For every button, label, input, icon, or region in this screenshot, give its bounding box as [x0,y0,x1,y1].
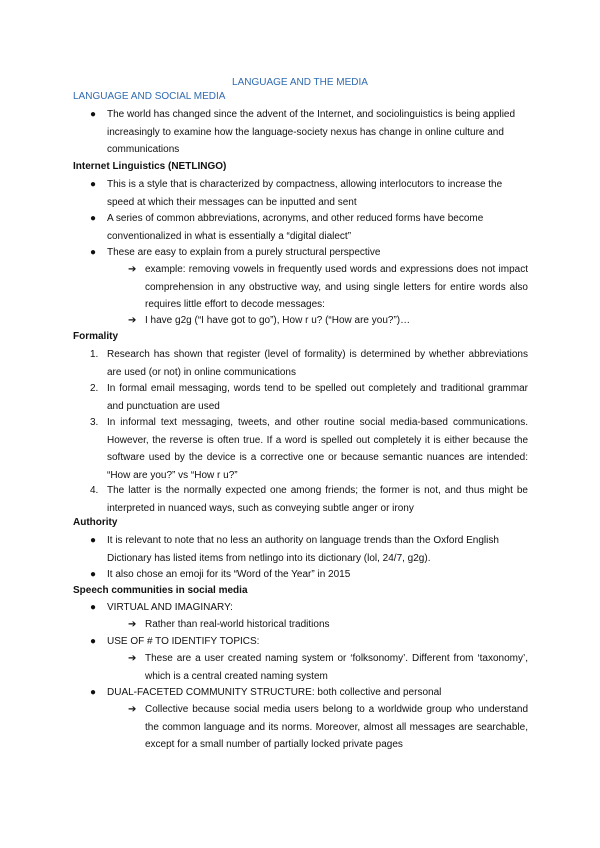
formality-item-2: In formal email messaging, words tend to be spelled out completely and traditional grammar and punctuation are used [107,383,528,412]
speech-bullet-1: VIRTUAL AND IMAGINARY: [107,602,233,613]
list-number: 3. [90,417,99,428]
netlingo-bullet-1: This is a style that is characterized by compactness, allowing interlocutors to increase the speed at which their messages can be inputted and sent [107,179,503,208]
authority-bullet-2: It also chose an emoji for its “Word of the Year” in 2015 [107,569,351,580]
netlingo-heading: Internet Linguistics (NETLINGO) [73,161,227,172]
netlingo-sub-2: I have g2g (“I have got to go”), How r u? (“How are you?”)… [145,315,411,326]
bullet-icon: ● [90,179,97,190]
bullet-icon: ● [90,569,97,580]
arrow-icon: ➔ [128,619,137,630]
arrow-icon: ➔ [128,653,137,664]
bullet-icon: ● [90,109,97,120]
speech-bullet-2: USE OF # TO IDENTIFY TOPICS: [107,636,260,647]
bullet-icon: ● [90,247,97,258]
formality-item-4: The latter is the normally expected one among friends; the former is not, and thus might be interpreted in nuanced ways, such as conveying subtle anger or irony [107,485,528,514]
speech-heading: Speech communities in social media [73,585,248,596]
list-number: 2. [90,383,99,394]
speech-sub-3: Collective because social media users belong to a worldwide group who understand the common language and its norms. Moreover, almost all messages are searchable, except for a small number of partially locked private pages [145,704,528,751]
bullet-icon: ● [90,535,97,546]
page-title: LANGUAGE AND THE MEDIA [232,77,368,88]
list-number: 1. [90,349,99,360]
bullet-icon: ● [90,687,97,698]
section-subtitle: LANGUAGE AND SOCIAL MEDIA [73,91,226,102]
authority-bullet-1: It is relevant to note that no less an authority on language trends than the Oxford English Dictionary has listed items from netlingo into its dictionary (lol, 24/7, g2g). [107,535,499,564]
arrow-icon: ➔ [128,315,137,326]
netlingo-bullet-2: A series of common abbreviations, acronyms, and other reduced forms have become conventionalized in what is essentially a “digital dialect” [107,213,484,242]
intro-bullet: The world has changed since the advent of the Internet, and sociolinguistics is being applied increasingly to examine how the language-society nexus has change in online culture and communications [107,109,516,156]
netlingo-sub-1: example: removing vowels in frequently used words and expressions does not impact comprehension in any obstructive way, and using single letters for entire words also requires little effort to decode messages: [145,264,528,311]
authority-heading: Authority [73,517,118,528]
bullet-icon: ● [90,636,97,647]
list-number: 4. [90,485,99,496]
arrow-icon: ➔ [128,704,137,715]
speech-sub-2: These are a user created naming system or ‘folksonomy’. Different from ‘taxonomy’, which is a central created naming system [145,653,528,682]
speech-bullet-3: DUAL-FACETED COMMUNITY STRUCTURE: both collective and personal [107,687,442,698]
formality-heading: Formality [73,331,119,342]
netlingo-bullet-3: These are easy to explain from a purely structural perspective [107,247,381,258]
formality-item-1: Research has shown that register (level of formality) is determined by whether abbreviations are used (or not) in online communications [107,349,528,378]
bullet-icon: ● [90,602,97,613]
bullet-icon: ● [90,213,97,224]
arrow-icon: ➔ [128,264,137,275]
formality-item-3: In informal text messaging, tweets, and other routine social media-based communications. However, the reverse is often true. If a word is spelled out completely it is either because the software used by the device is a corrective one or because semantic nuances are intended: “How are you?” vs “How r u?” [107,417,528,481]
speech-sub-1: Rather than real-world historical traditions [145,619,330,630]
